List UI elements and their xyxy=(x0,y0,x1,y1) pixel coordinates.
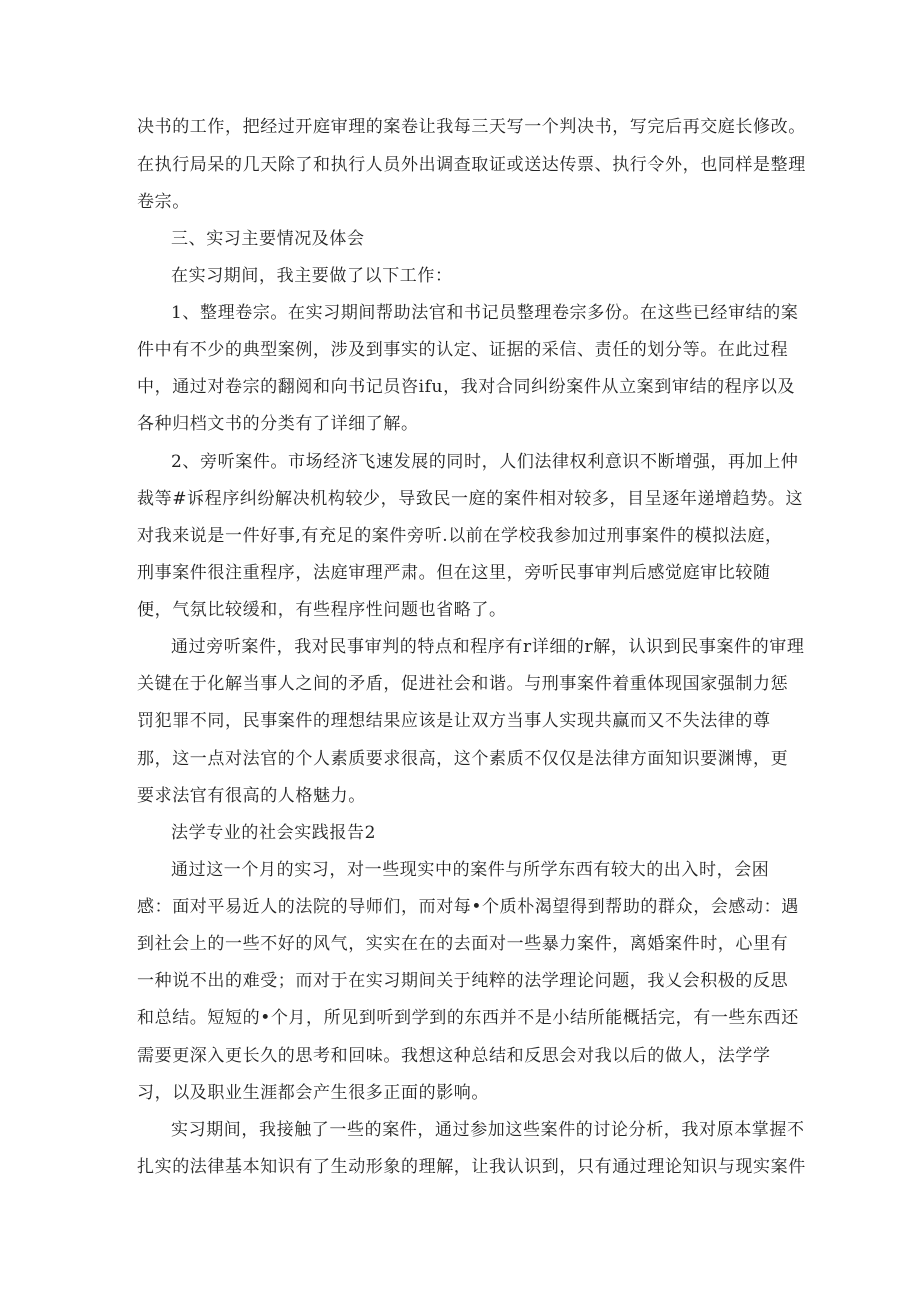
text-line: 便，气氛比较缓和，有些程序性问题也省略了。 xyxy=(137,600,507,620)
text-line: 到社会上的一些不好的风气，实实在在的去面对一些暴力案件，离婚案件时，心里有 xyxy=(137,934,789,954)
text-line: 1、整理卷宗。在实习期间帮助法官和书记员整理卷宗多份。在这些已经审结的案 xyxy=(171,303,799,323)
text-line: 通过这一个月的实习，对一些现实中的案件与所学东西有较大的出入时，会困 xyxy=(171,860,770,880)
text-line: 一种说不出的难受；而对于在实习期间关于纯粹的法学理论问题，我乂会积极的反思 xyxy=(137,971,789,991)
text-line: 罚犯罪不同，民事案件的理想结果应该是让双方当事人实现共赢而又不失法律的尊 xyxy=(137,711,771,731)
text-line: 习，以及职业生涯都会产生很多正面的影响。 xyxy=(137,1083,489,1103)
section-heading: 三、实习主要情况及体会 xyxy=(171,229,365,249)
text-line: 关键在于化解当事人之间的矛盾，促进社会和谐。与刑事案件着重体现国家强制力惩 xyxy=(137,674,789,694)
section-title: 法学专业的社会实践报告2 xyxy=(171,823,377,843)
text-line: 那，这一点对法官的个人素质要求很高，这个素质不仅仅是法律方面知识要渊博，更 xyxy=(137,749,789,769)
text-line: 需要更深入更长久的思考和回味。我想这种总结和反思会对我以后的做人，法学学 xyxy=(137,1046,771,1066)
text-line: 在实习期间，我主要做了以下工作： xyxy=(171,266,453,286)
text-line: 在执行局呆的几天除了和执行人员外出调查取证或送达传票、执行令外，也同样是整理 xyxy=(137,155,806,175)
text-line: 实习期间，我接触了一些的案件，通过参加这些案件的讨论分析，我对原本掌握不 xyxy=(171,1120,805,1140)
text-line: 扎实的法律基本知识有了生动形象的理解，让我认识到，只有通过理论知识与现实案件 xyxy=(137,1157,806,1177)
text-line: 通过旁听案件，我对民事审判的特点和程序有r详细的r解，认识到民事案件的审理 xyxy=(171,637,805,657)
text-line: 和总结。短短的•个月，所见到听到学到的东西并不是小结所能概括完，有一些东西还 xyxy=(137,1008,799,1028)
text-line: 要求法官有很高的人格魅力。 xyxy=(137,786,366,806)
text-line: 各种归档文书的分类有了详细了解。 xyxy=(137,414,419,434)
text-line: 卷宗。 xyxy=(137,192,190,212)
text-line: 对我来说是一件好事,有充足的案件旁听.以前在学校我参加过刑事案件的模拟法庭， xyxy=(137,526,783,546)
text-line: 决书的工作，把经过开庭审理的案卷让我每三天写一个判决书，写完后再交庭长修改。 xyxy=(137,117,806,137)
text-line: 中，通过对卷宗的翻阅和向书记员咨ifu，我对合同纠纷案件从立案到审结的程序以及 xyxy=(137,377,796,397)
text-line: 裁等#诉程序纠纷解决机构较少，导致民一庭的案件相对较多，目呈逐年递增趋势。这 xyxy=(137,489,804,509)
text-line: 件中有不少的典型案例，涉及到事实的认定、证据的采信、责任的划分等。在此过程 xyxy=(137,340,789,360)
text-line: 刑事案件很注重程序，法庭审理严肃。但在这里，旁听民事审判后感觉庭审比较随 xyxy=(137,563,771,583)
text-line: 2、旁听案件。市场经济飞速发展的同时，人们法律权利意识不断增强，再加上仲 xyxy=(171,452,799,472)
text-line: 感：面对平易近人的法院的导师们，而对每•个质朴渴望得到帮助的群众，会感动：遇 xyxy=(137,897,799,917)
